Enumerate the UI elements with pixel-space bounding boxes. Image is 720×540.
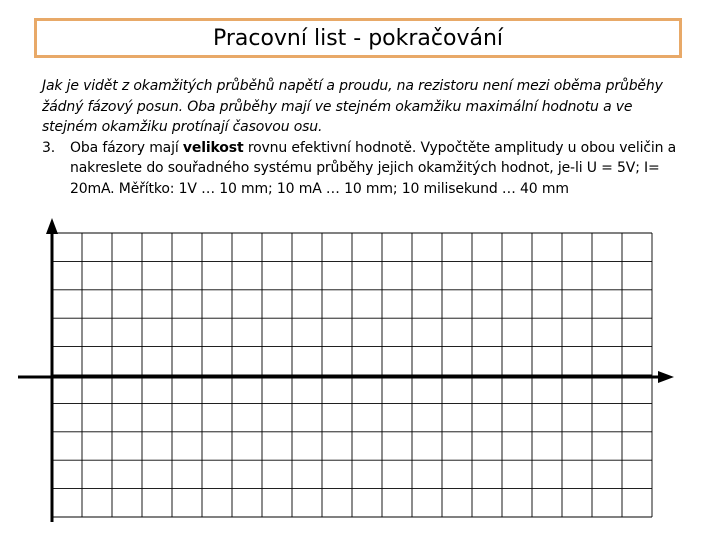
page-title: Pracovní list - pokračování: [212, 25, 504, 51]
task-text-after: rovnu efektivní hodnotě. Vypočtěte amplitudy u obou veličin a nakreslete do souřadného systému průběhy jejich okamžitých hodnot, je-li U = 5V; I= 20mA. Měřítko: 1V … 10 mm; 10 mA … 10 mm; 10 milisekund … 40 mm: [70, 139, 677, 197]
horizontal-axis-arrow: [658, 371, 674, 383]
task-text-before: Oba fázory mají: [70, 139, 183, 156]
task-number: 3.: [42, 139, 56, 156]
grid-lines: [52, 233, 652, 517]
task-bold-word: velikost: [182, 139, 244, 156]
axes: [18, 218, 674, 522]
intro-paragraph: Jak je vidět z okamžitých průběhů napětí a proudu, na rezistoru není mezi oběma průběhy žádný fázový posun. Oba průběhy mají ve stejném okamžiku maximální hodnotu a ve stejném okamžiku protínají časovou osu.: [42, 78, 663, 136]
vertical-axis-arrow: [46, 218, 58, 234]
